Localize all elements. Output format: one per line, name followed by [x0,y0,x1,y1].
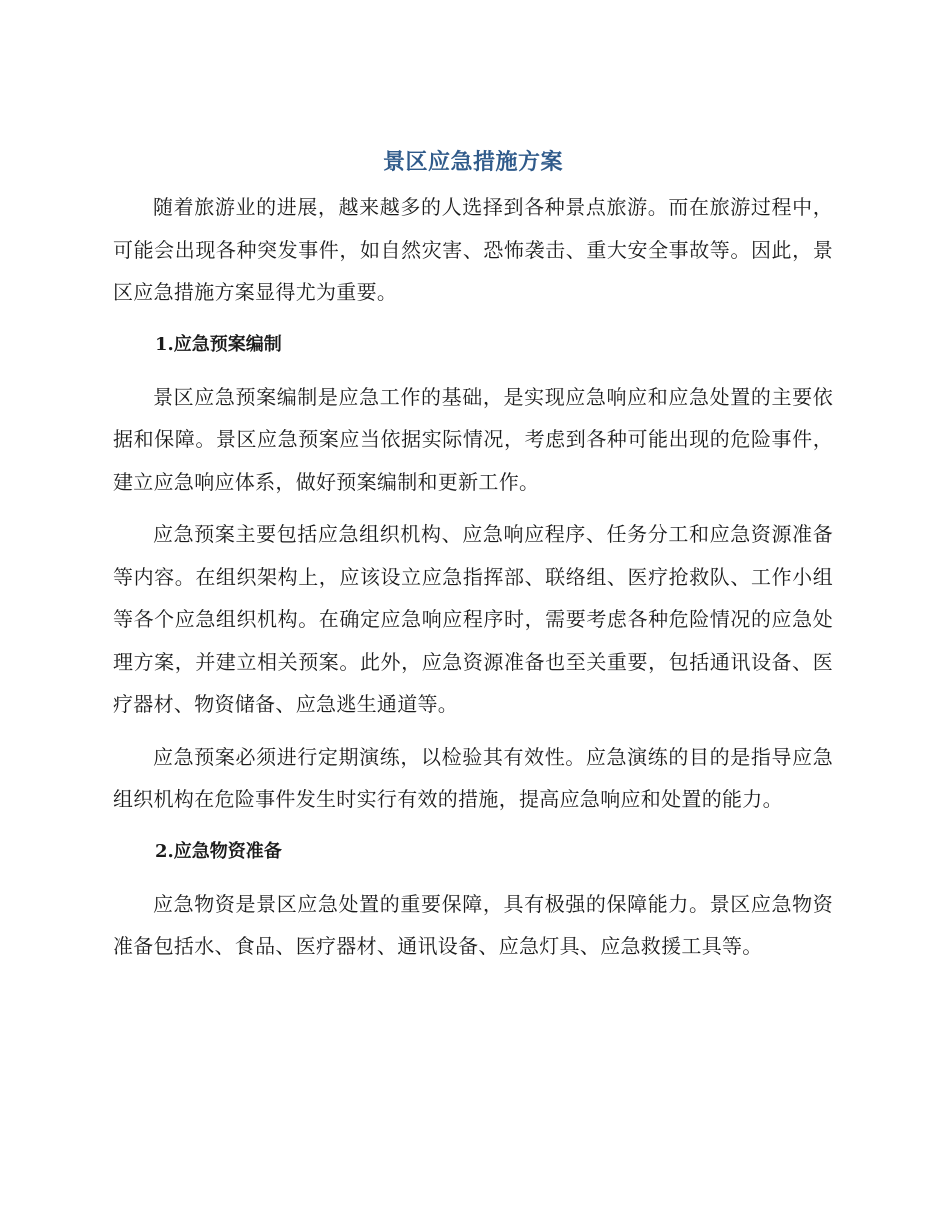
intro-paragraph: 随着旅游业的进展，越来越多的人选择到各种景点旅游。而在旅游过程中，可能会出现各种突发事件，如自然灾害、恐怖袭击、重大安全事故等。因此，景区应急措施方案显得尤为重要。 [113,195,833,304]
section-1-paragraph-1: 景区应急预案编制是应急工作的基础，是实现应急响应和应急处置的主要依据和保障。景区应急预案应当依据实际情况，考虑到各种可能出现的危险事件，建立应急响应体系，做好预案编制和更新工作。 [113,384,833,494]
section-heading-2: 2.应急物资准备 [155,840,282,862]
section-heading-1: 1.应急预案编制 [155,333,282,355]
section-1-paragraph-2: 应急预案主要包括应急组织机构、应急响应程序、任务分工和应急资源准备等内容。在组织架构上，应该设立应急指挥部、联络组、医疗抢救队、工作小组等各个应急组织机构。在确定应急响应程序时，需要考虑各种危险情况的应急处理方案，并建立相关预案。此外，应急资源准备也至关重要，包括通讯设备、医疗器材、物资储备、应急逃生通道等。 [113,522,833,716]
document-body [113,146,833,968]
section-1-paragraph-3: 应急预案必须进行定期演练，以检验其有效性。应急演练的目的是指导应急组织机构在危险事件发生时实行有效的措施，提高应急响应和处置的能力。 [113,744,833,811]
section-2-paragraph-1: 应急物资是景区应急处置的重要保障，具有极强的保障能力。景区应急物资准备包括水、食品、医疗器材、通讯设备、应急灯具、应急救援工具等。 [113,891,833,958]
document-title: 景区应急措施方案 [382,150,563,175]
